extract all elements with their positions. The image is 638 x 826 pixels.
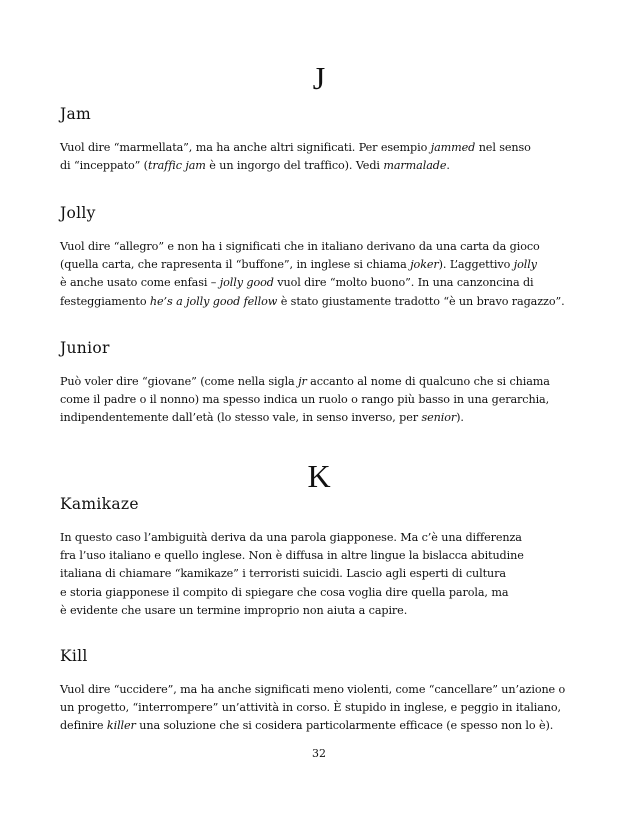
entry-term: Jolly: [60, 204, 96, 222]
text-line: [60, 274, 600, 292]
text-run: (quella carta, che rapresenta il “buffone”, in inglese si chiama: [60, 258, 411, 272]
entry-body: [60, 529, 600, 620]
text-line: [60, 373, 600, 391]
text-run: è un ingorgo del traffico). Vedi: [205, 159, 384, 173]
text-run: festeggiamento: [60, 294, 150, 308]
entry-body: [60, 373, 600, 428]
text-run: fra l’uso italiano e quello inglese. Non è diffusa in altre lingue la bislacca abitudine: [60, 549, 524, 563]
text-line: [60, 293, 600, 311]
italic-term: jolly: [513, 258, 537, 272]
text-line: [60, 602, 600, 620]
text-run: ).: [456, 411, 464, 425]
text-run: Vuol dire “marmellata”, ma ha anche altri significati. Per esempio: [60, 141, 431, 154]
text-run: Vuol dire “uccidere”, ma ha anche significati meno violenti, come “cancellare” un’azione o: [60, 683, 566, 696]
text-line: [60, 547, 600, 565]
text-run: Può voler dire “giovane” (come nella sigla: [60, 375, 299, 388]
italic-term: killer: [106, 719, 136, 733]
text-run: indipendentemente dall’età (lo stesso vale, in senso inverso, per: [60, 411, 422, 425]
entry-jam: [60, 104, 600, 175]
italic-term: joker: [410, 258, 439, 272]
entry-body: [60, 139, 600, 175]
entry-term: Kill: [60, 647, 88, 665]
text-run: .: [446, 159, 450, 173]
text-run: italiana di chiamare “kamikaze” i terroristi suicidi. Lascio agli esperti di cultura: [60, 567, 506, 581]
text-run: di “inceppato” (: [60, 159, 148, 173]
text-line: [60, 157, 600, 175]
text-line: [60, 699, 600, 717]
text-run: ). L’aggettivo: [438, 258, 514, 272]
text-line: [60, 391, 600, 409]
entry-term: Kamikaze: [60, 495, 139, 513]
text-run: è anche usato come enfasi –: [60, 276, 220, 290]
text-run: In questo caso l’ambiguità deriva da una parola giapponese. Ma c’è una differenza: [60, 531, 522, 544]
text-line: [60, 681, 600, 699]
text-run: Vuol dire “allegro” e non ha i significati che in italiano derivano da una carta da gioco: [60, 240, 540, 253]
text-line: [60, 409, 600, 427]
entry-jolly: [60, 203, 600, 311]
entry-term: Junior: [60, 339, 110, 357]
text-run: definire: [60, 719, 107, 733]
entry-term: Jam: [60, 105, 92, 123]
section-letter-j: J: [312, 60, 326, 96]
text-run: e storia giapponese il compito di spiegare che cosa voglia dire quella parola, ma: [60, 585, 509, 599]
text-line: [60, 256, 600, 274]
italic-term: traffic jam: [147, 159, 206, 173]
italic-term: jolly good: [219, 276, 274, 290]
text-run: è stato giustamente tradotto “è un bravo ragazzo”.: [277, 294, 565, 308]
text-line: [60, 139, 600, 157]
text-line: [60, 529, 600, 547]
text-line: [60, 565, 600, 583]
text-line: [60, 238, 600, 256]
entry-kill: [60, 646, 600, 736]
entry-kamikaze: [60, 494, 600, 620]
text-run: è evidente che usare un termine improprio non aiuta a capire.: [60, 603, 408, 617]
text-run: una soluzione che si cosidera particolarmente efficace (e spesso non lo è).: [135, 719, 554, 733]
section-letter-k: K: [307, 458, 331, 494]
italic-term: jr: [298, 375, 307, 388]
page-number: 32: [312, 747, 326, 760]
text-run: nel senso: [475, 141, 531, 154]
text-run: un progetto, “interrompere” un’attività in corso. È stupido in inglese, e peggio in italiano,: [60, 701, 561, 715]
entry-body: [60, 681, 600, 736]
entry-junior: [60, 338, 600, 428]
entry-body: [60, 238, 600, 311]
text-line: [60, 584, 600, 602]
text-run: vuol dire “molto buono”. In una canzoncina di: [273, 276, 534, 290]
italic-term: senior: [421, 411, 457, 425]
text-run: accanto al nome di qualcuno che si chiama: [306, 375, 550, 388]
italic-term: he’s a jolly good fellow: [149, 294, 278, 308]
text-line: [60, 717, 600, 735]
text-run: come il padre o il nonno) ma spesso indica un ruolo o rango più basso in una gerarchia,: [60, 393, 550, 407]
italic-term: jammed: [430, 141, 476, 154]
italic-term: marmalade: [383, 159, 447, 173]
